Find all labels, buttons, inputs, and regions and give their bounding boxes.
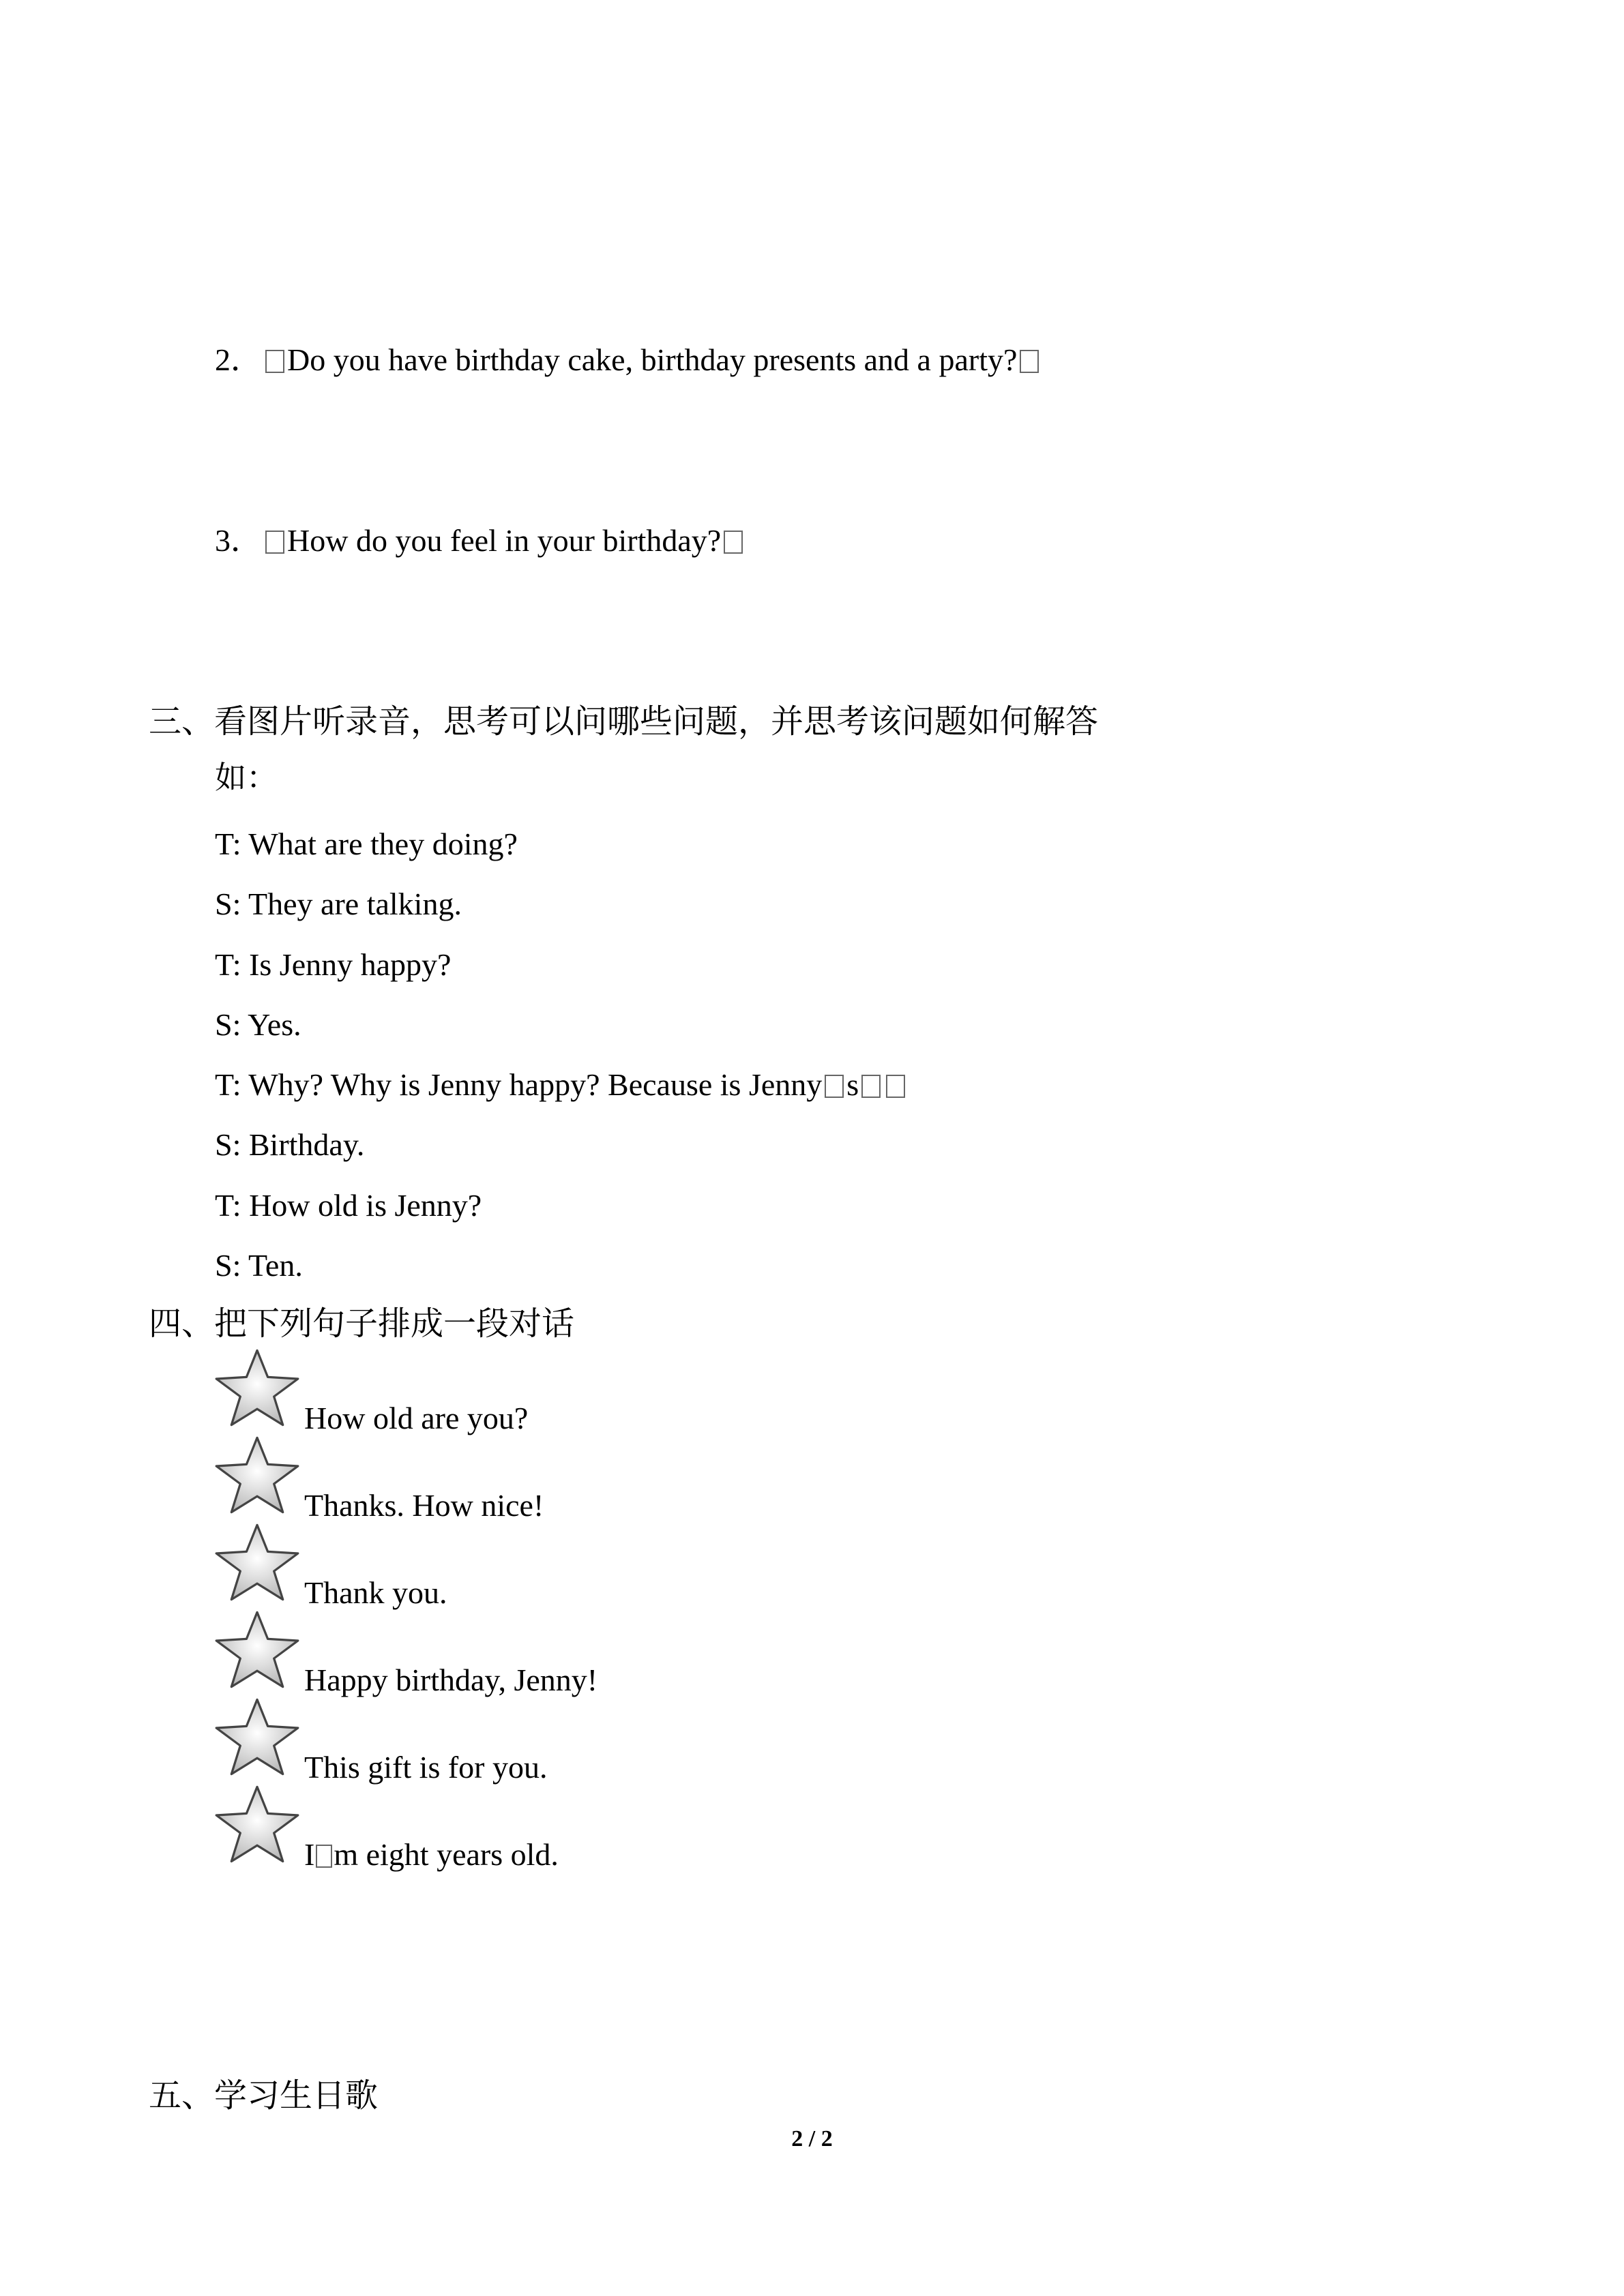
- glyph-box-icon: [825, 1075, 844, 1098]
- star-icon: [213, 1347, 301, 1429]
- section-4-title: 四、把下列句子排成一段对话: [149, 1306, 575, 1342]
- dialogue-line: S: Birthday.: [215, 1127, 365, 1162]
- glyph-box-icon: [265, 350, 284, 373]
- sentence-item: Thank you.: [304, 1575, 447, 1610]
- glyph-box-icon: [265, 531, 284, 554]
- glyph-box-icon: [316, 1845, 332, 1868]
- sentence-text: m eight years old.: [334, 1837, 559, 1872]
- dialogue-tail: s: [846, 1067, 859, 1102]
- sentence-text: I: [304, 1837, 315, 1872]
- sentence-item: Happy birthday, Jenny!: [304, 1663, 598, 1697]
- sentence-item: Thanks. How nice!: [304, 1488, 544, 1523]
- question-number: 3．: [215, 523, 262, 558]
- section-5-title: 五、学习生日歌: [149, 2078, 379, 2114]
- star-icon: [213, 1783, 301, 1865]
- dialogue-line: T: Is Jenny happy?: [215, 947, 452, 982]
- sentence-item: How old are you?: [304, 1401, 529, 1435]
- dialogue-text: T: Why? Why is Jenny happy? Because is Jenny: [215, 1067, 823, 1102]
- example-label: 如：: [215, 760, 278, 795]
- page-number: 2 / 2: [791, 2126, 833, 2151]
- question-number: 2．: [215, 342, 262, 377]
- star-icon: [213, 1521, 301, 1603]
- question-3: [215, 525, 745, 556]
- glyph-box-icon: [886, 1075, 905, 1098]
- question-text: How do you feel in your birthday?: [287, 523, 722, 558]
- glyph-box-icon: [861, 1075, 881, 1098]
- dialogue-line: S: They are talking.: [215, 886, 462, 921]
- dialogue-line: T: How old is Jenny?: [215, 1188, 482, 1223]
- sentence-item: [304, 1839, 559, 1870]
- dialogue-line: S: Ten.: [215, 1248, 303, 1283]
- question-text: Do you have birthday cake, birthday presents and a party?: [287, 342, 1018, 377]
- question-2: [215, 344, 1042, 376]
- star-icon: [213, 1609, 301, 1690]
- dialogue-line: [215, 1069, 908, 1101]
- star-icon: [213, 1696, 301, 1778]
- glyph-box-icon: [1020, 350, 1039, 373]
- section-3-title: 三、看图片听录音，思考可以问哪些问题，并思考该问题如何解答: [149, 704, 1099, 740]
- dialogue-line: T: What are they doing?: [215, 826, 518, 861]
- star-icon: [213, 1434, 301, 1516]
- sentence-item: This gift is for you.: [304, 1750, 548, 1785]
- dialogue-line: S: Yes.: [215, 1007, 301, 1042]
- glyph-box-icon: [724, 531, 743, 554]
